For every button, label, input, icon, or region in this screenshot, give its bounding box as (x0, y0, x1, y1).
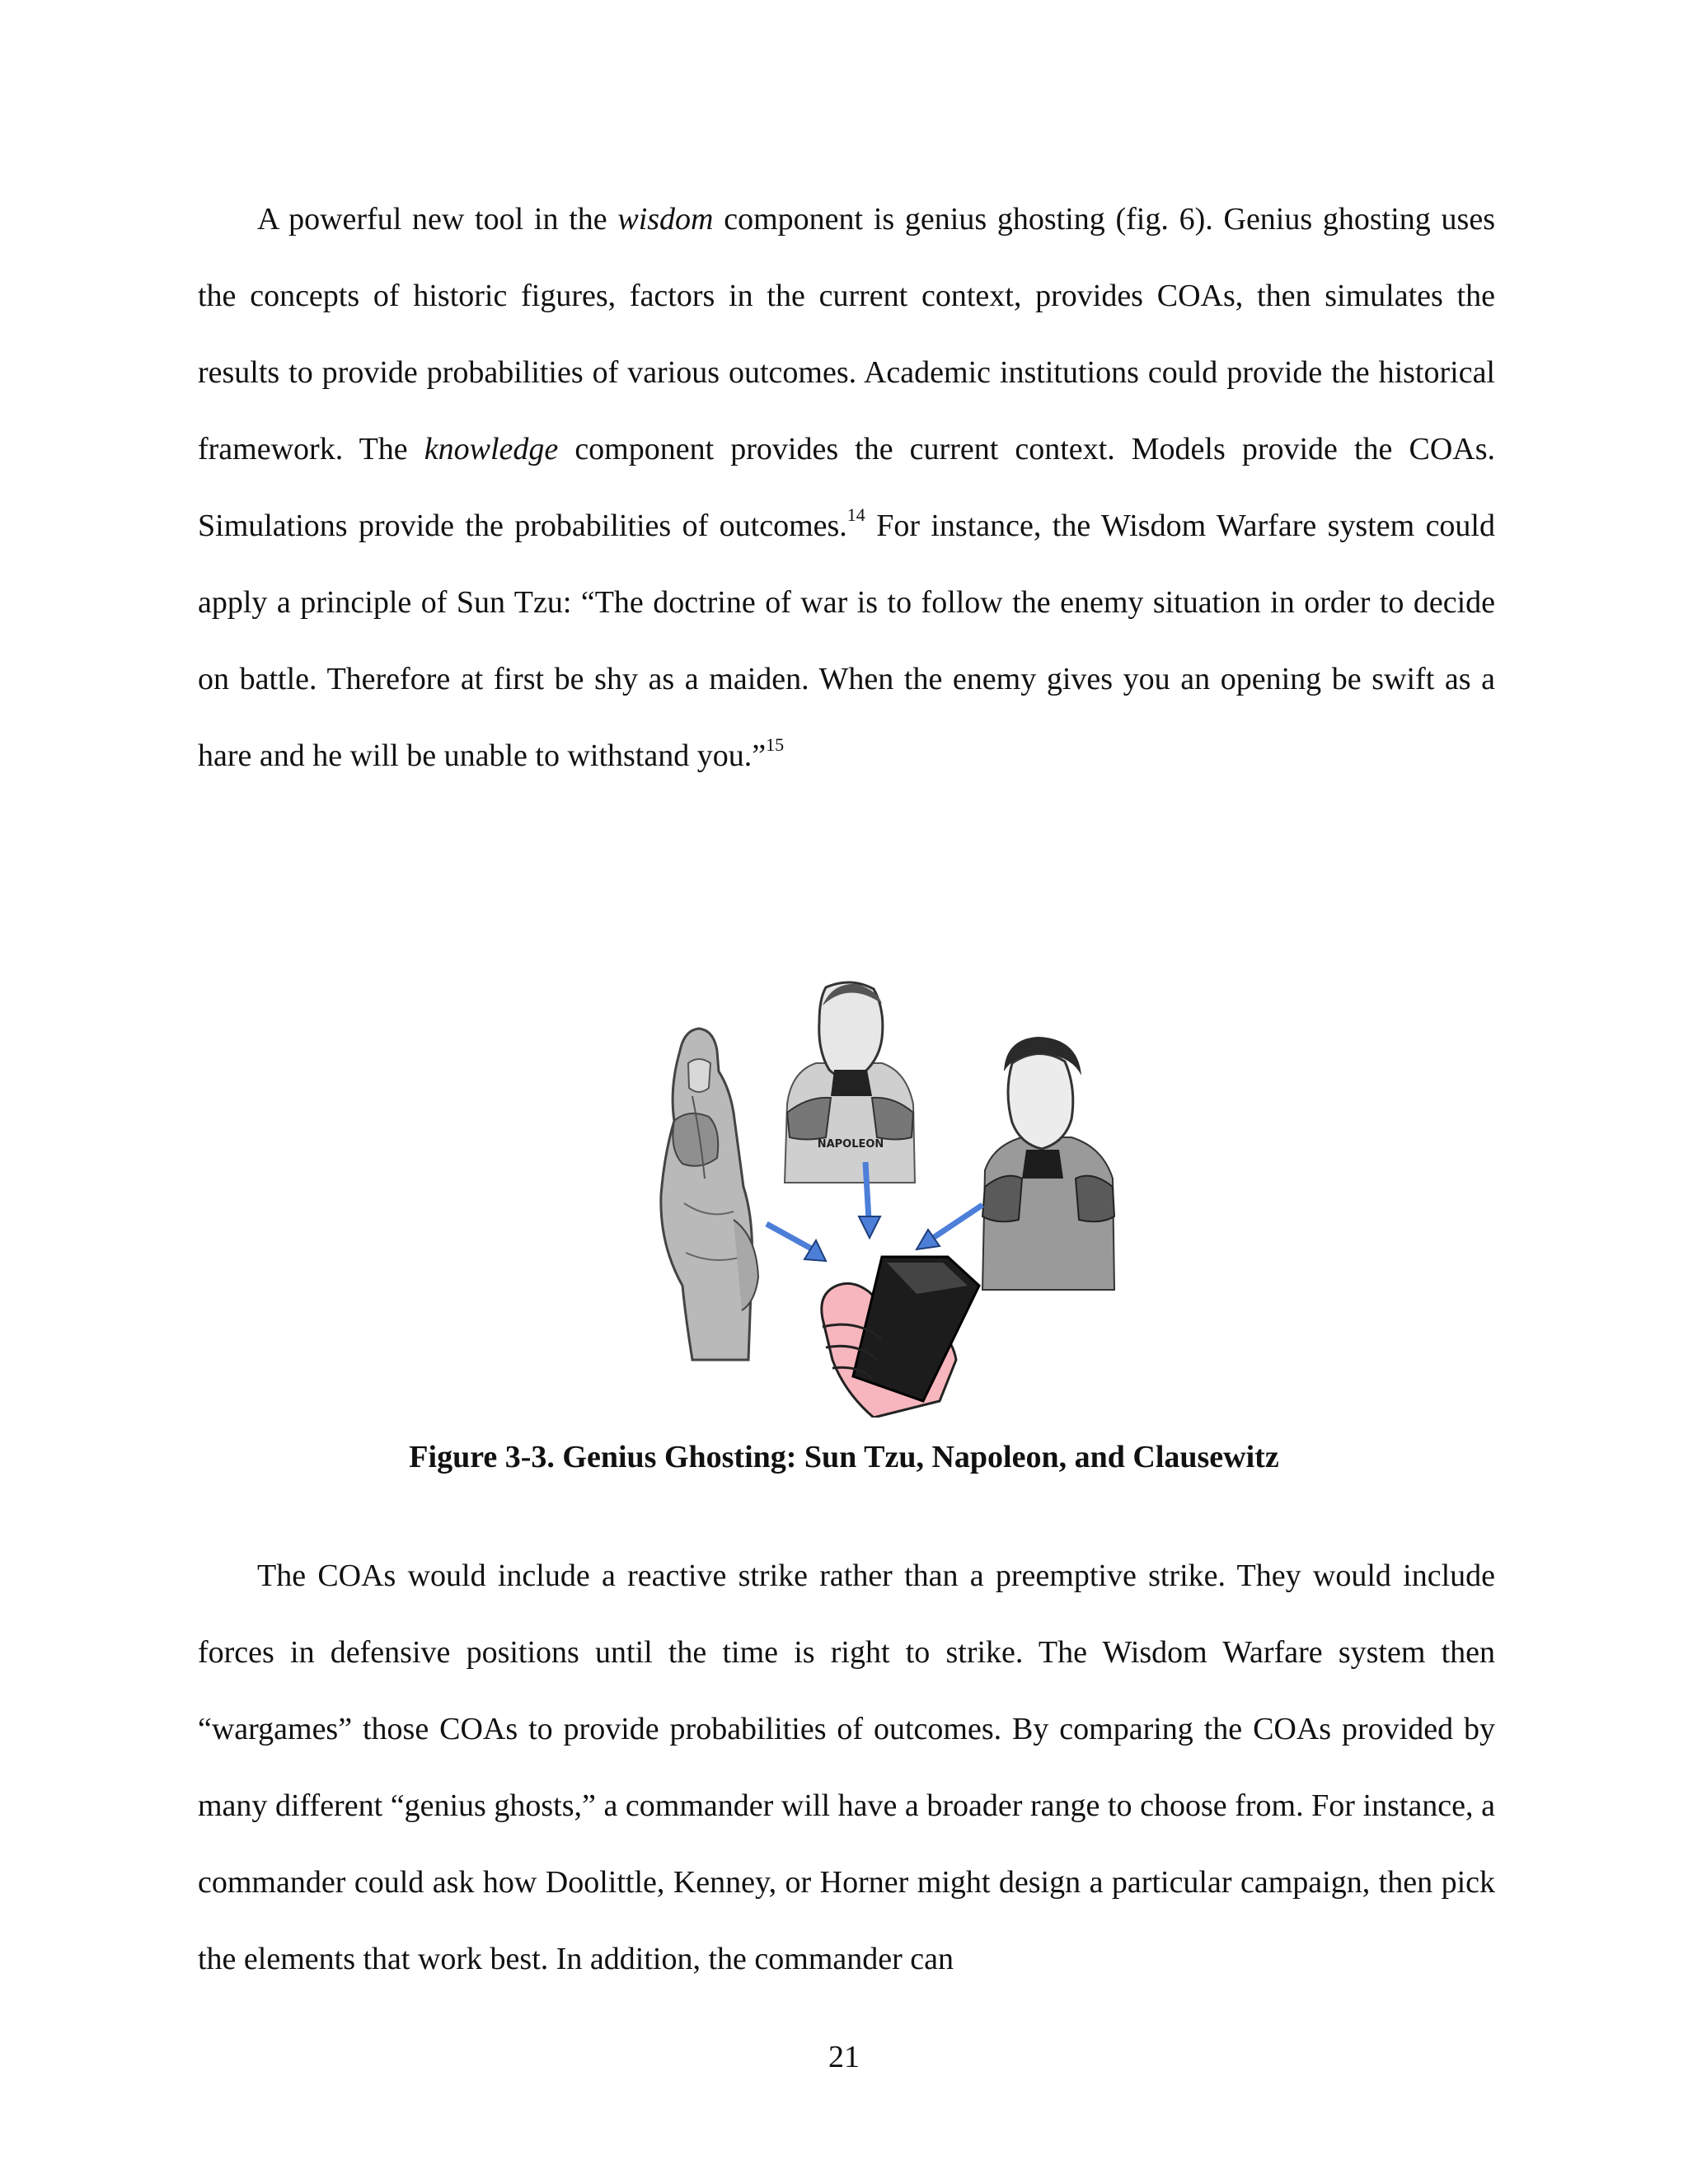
hand-holding-device-icon (822, 1257, 979, 1418)
genius-ghosting-illustration (610, 972, 1170, 1418)
body-paragraph-2 (198, 1538, 1495, 1998)
paragraph-text: The COAs would include a reactive strike rather than a preemptive strike. They would include forces in defensive positions until the time is right to strike. The Wisdom Warfare system then “wargames” those COAs to provide probabilities of outcomes. By comparing the COAs provided by many different “genius ghosts,” a commander will have a broader range to choose from. For instance, a commander could ask how Doolittle, Kenney, or Horner might design a particular campaign, then pick the elements that work best. In addition, the commander can (198, 1558, 1495, 1976)
arrow-from-clausewitz-icon (917, 1205, 982, 1249)
emphasis-wisdom: wisdom (617, 202, 714, 237)
napoleon-name-label: NAPOLEON (817, 1138, 884, 1151)
napoleon-portrait-image (785, 982, 915, 1183)
sun-tzu-statue-image (661, 1029, 758, 1360)
figure-caption: Figure 3-3. Genius Ghosting: Sun Tzu, Napoleon, and Clausewitz (409, 1440, 1279, 1474)
footnote-ref-15[interactable]: 15 (766, 734, 785, 756)
page-number: 21 (828, 2040, 860, 2074)
clausewitz-portrait-image (982, 1037, 1114, 1290)
emphasis-knowledge: knowledge (424, 432, 559, 466)
arrow-from-sun-tzu-icon (767, 1224, 826, 1261)
paragraph-text: A powerful new tool in the (257, 202, 618, 237)
footnote-ref-14[interactable]: 14 (846, 504, 865, 526)
body-paragraph-1 (198, 181, 1495, 794)
paragraph-text: component provides the current context. Models provide the COAs. Simulations provide the probabilities of outcomes. (198, 432, 1495, 543)
paragraph-text: For instance, the Wisdom Warfare system could apply a principle of Sun Tzu: “The doctrine of war is to follow the enemy situation in order to decide on battle. Therefore at first be shy as a maiden. When the enemy gives you an opening be swift as a hare and he will be unable to withstand you.” (198, 509, 1495, 773)
paragraph-text: component is genius ghosting (fig. 6). Genius ghosting uses the concepts of historic figures, factors in the current context, provides COAs, then simulates the results to provide probabilities of various outcomes. Academic institutions could provide the historical framework. The (198, 202, 1495, 466)
